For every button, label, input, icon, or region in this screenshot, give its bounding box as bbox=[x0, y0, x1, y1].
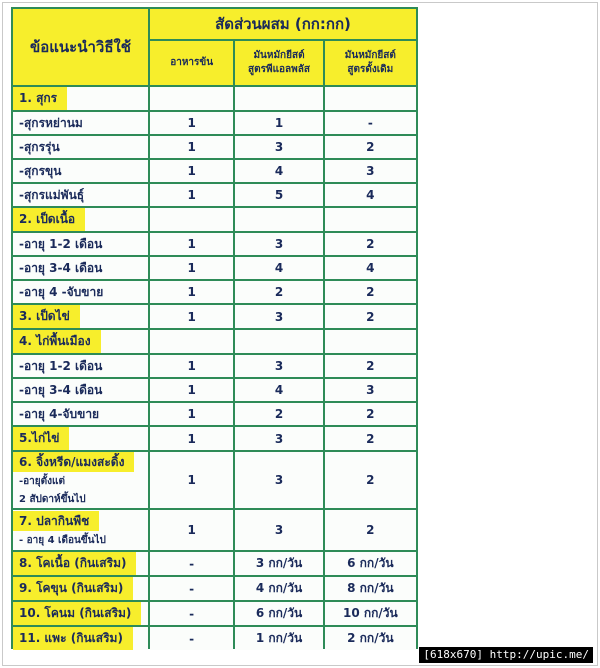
pl-plus-value bbox=[235, 330, 322, 353]
concentrate-value: 1 bbox=[150, 403, 233, 425]
category-label: 9. โคขุน (กินเสริม) bbox=[13, 577, 133, 600]
row-label bbox=[13, 602, 148, 625]
table-row bbox=[13, 136, 416, 158]
pl-plus-value: 3 กก/วัน bbox=[235, 552, 322, 575]
row-label bbox=[13, 577, 148, 600]
original-value: 2 bbox=[325, 305, 416, 328]
table-row bbox=[13, 602, 416, 625]
pl-plus-value: 3 bbox=[235, 136, 322, 158]
concentrate-value: 1 bbox=[150, 452, 233, 508]
category-label: 2. เป็ดเนื้อ bbox=[13, 208, 85, 231]
row-label: -สุกรหย่านม bbox=[13, 112, 148, 134]
table-row bbox=[13, 208, 416, 231]
table-row bbox=[13, 577, 416, 600]
concentrate-value: 1 bbox=[150, 233, 233, 255]
watermark: [618x670] http://upic.me/ bbox=[419, 647, 593, 663]
original-value: 4 bbox=[325, 184, 416, 206]
row-sublabel: 2 สัปดาห์ขึ้นไป bbox=[19, 494, 86, 505]
original-value: - bbox=[325, 112, 416, 134]
concentrate-value: 1 bbox=[150, 136, 233, 158]
table-row bbox=[13, 87, 416, 110]
row-label: -อายุ 1-2 เดือน bbox=[13, 355, 148, 377]
original-value: 2 bbox=[325, 355, 416, 377]
row-label bbox=[13, 87, 148, 110]
category-label: 8. โคเนื้อ (กินเสริม) bbox=[13, 552, 136, 575]
pl-plus-value: 6 กก/วัน bbox=[235, 602, 322, 625]
table-row bbox=[13, 379, 416, 401]
pl-plus-value: 1 bbox=[235, 112, 322, 134]
table-row bbox=[13, 355, 416, 377]
original-value bbox=[325, 87, 416, 110]
category-label: 6. จิ้งหรีด/แมงสะดิ้ง bbox=[13, 452, 134, 472]
category-label: 7. ปลากินพืช bbox=[13, 511, 99, 531]
row-label: -อายุ 3-4 เดือน bbox=[13, 379, 148, 401]
table-row bbox=[13, 403, 416, 425]
original-value: 2 กก/วัน bbox=[325, 627, 416, 650]
category-label: 11. แพะ (กินเสริม) bbox=[13, 627, 133, 650]
pl-plus-value: 4 กก/วัน bbox=[235, 577, 322, 600]
category-label: 4. ไก่พื้นเมือง bbox=[13, 330, 101, 353]
row-label: -สุกรขุน bbox=[13, 160, 148, 182]
table-row bbox=[13, 452, 416, 508]
original-value: 2 bbox=[325, 427, 416, 450]
row-label bbox=[13, 330, 148, 353]
table-row bbox=[13, 330, 416, 353]
table-row bbox=[13, 257, 416, 279]
pl-plus-value: 3 bbox=[235, 452, 322, 508]
row-label: -อายุ 3-4 เดือน bbox=[13, 257, 148, 279]
original-value: 2 bbox=[325, 403, 416, 425]
pl-plus-value bbox=[235, 87, 322, 110]
concentrate-value: 1 bbox=[150, 510, 233, 550]
row-label bbox=[13, 627, 148, 650]
category-label: 5.ไก่ไข่ bbox=[13, 427, 69, 450]
pl-plus-value: 5 bbox=[235, 184, 322, 206]
row-label: -สุกรแม่พันธุ์ bbox=[13, 184, 148, 206]
pl-plus-value: 4 bbox=[235, 379, 322, 401]
table-row bbox=[13, 427, 416, 450]
table-row bbox=[13, 627, 416, 650]
table-body bbox=[13, 87, 416, 650]
table-row bbox=[13, 552, 416, 575]
pl-plus-value: 3 bbox=[235, 510, 322, 550]
pl-plus-value: 3 bbox=[235, 233, 322, 255]
table-row bbox=[13, 510, 416, 550]
pl-plus-value: 3 bbox=[235, 427, 322, 450]
original-value: 6 กก/วัน bbox=[325, 552, 416, 575]
row-label: -อายุ 4 -จับขาย bbox=[13, 281, 148, 303]
table-row bbox=[13, 281, 416, 303]
category-label: 10. โคนม (กินเสริม) bbox=[13, 602, 141, 625]
original-value: 8 กก/วัน bbox=[325, 577, 416, 600]
advice-header: ข้อแนะนำวิธีใช้ bbox=[13, 9, 148, 85]
row-label bbox=[13, 305, 148, 328]
concentrate-value: 1 bbox=[150, 257, 233, 279]
original-value: 2 bbox=[325, 510, 416, 550]
category-label: 1. สุกร bbox=[13, 87, 67, 110]
pl-plus-value: 4 bbox=[235, 160, 322, 182]
pl-plus-value: 3 bbox=[235, 355, 322, 377]
column-header-original: มันหมักยีสต์ สูตรดั้งเดิม bbox=[325, 41, 416, 85]
table-row bbox=[13, 305, 416, 328]
row-label bbox=[13, 452, 148, 508]
table-row bbox=[13, 184, 416, 206]
row-label: -สุกรรุ่น bbox=[13, 136, 148, 158]
row-label bbox=[13, 208, 148, 231]
concentrate-value: - bbox=[150, 577, 233, 600]
ratio-table-container bbox=[11, 7, 418, 649]
concentrate-value: - bbox=[150, 627, 233, 650]
concentrate-value: 1 bbox=[150, 305, 233, 328]
concentrate-value: 1 bbox=[150, 184, 233, 206]
concentrate-value: 1 bbox=[150, 112, 233, 134]
concentrate-value bbox=[150, 208, 233, 231]
pl-plus-value bbox=[235, 208, 322, 231]
original-value: 2 bbox=[325, 136, 416, 158]
row-sublabel: -อายุตั้งแต่ bbox=[19, 476, 65, 487]
pl-plus-value: 2 bbox=[235, 281, 322, 303]
row-label bbox=[13, 552, 148, 575]
original-value: 2 bbox=[325, 233, 416, 255]
mixing-ratio-table bbox=[11, 7, 418, 652]
original-value bbox=[325, 330, 416, 353]
concentrate-value bbox=[150, 87, 233, 110]
original-value: 4 bbox=[325, 257, 416, 279]
table-row bbox=[13, 112, 416, 134]
row-label: -อายุ 1-2 เดือน bbox=[13, 233, 148, 255]
image-frame bbox=[3, 3, 597, 665]
concentrate-value: 1 bbox=[150, 379, 233, 401]
column-header-pl-plus: มันหมักยีสต์ สูตรพีแอลพลัส bbox=[235, 41, 322, 85]
row-label: -อายุ 4-จับขาย bbox=[13, 403, 148, 425]
pl-plus-value: 1 กก/วัน bbox=[235, 627, 322, 650]
table-row bbox=[13, 233, 416, 255]
original-value: 3 bbox=[325, 379, 416, 401]
concentrate-value: 1 bbox=[150, 160, 233, 182]
table-row bbox=[13, 160, 416, 182]
original-value bbox=[325, 208, 416, 231]
pl-plus-value: 3 bbox=[235, 305, 322, 328]
concentrate-value bbox=[150, 330, 233, 353]
concentrate-value: - bbox=[150, 552, 233, 575]
ratio-header: สัดส่วนผสม (กก:กก) bbox=[150, 9, 416, 39]
category-label: 3. เป็ดไข่ bbox=[13, 305, 80, 328]
concentrate-value: 1 bbox=[150, 281, 233, 303]
original-value: 2 bbox=[325, 452, 416, 508]
original-value: 2 bbox=[325, 281, 416, 303]
concentrate-value: - bbox=[150, 602, 233, 625]
row-label bbox=[13, 427, 148, 450]
row-sublabel: - อายุ 4 เดือนขึ้นไป bbox=[19, 535, 106, 546]
row-label bbox=[13, 510, 148, 550]
concentrate-value: 1 bbox=[150, 427, 233, 450]
concentrate-value: 1 bbox=[150, 355, 233, 377]
pl-plus-value: 2 bbox=[235, 403, 322, 425]
original-value: 10 กก/วัน bbox=[325, 602, 416, 625]
pl-plus-value: 4 bbox=[235, 257, 322, 279]
original-value: 3 bbox=[325, 160, 416, 182]
column-header-concentrate: อาหารข้น bbox=[150, 41, 233, 85]
